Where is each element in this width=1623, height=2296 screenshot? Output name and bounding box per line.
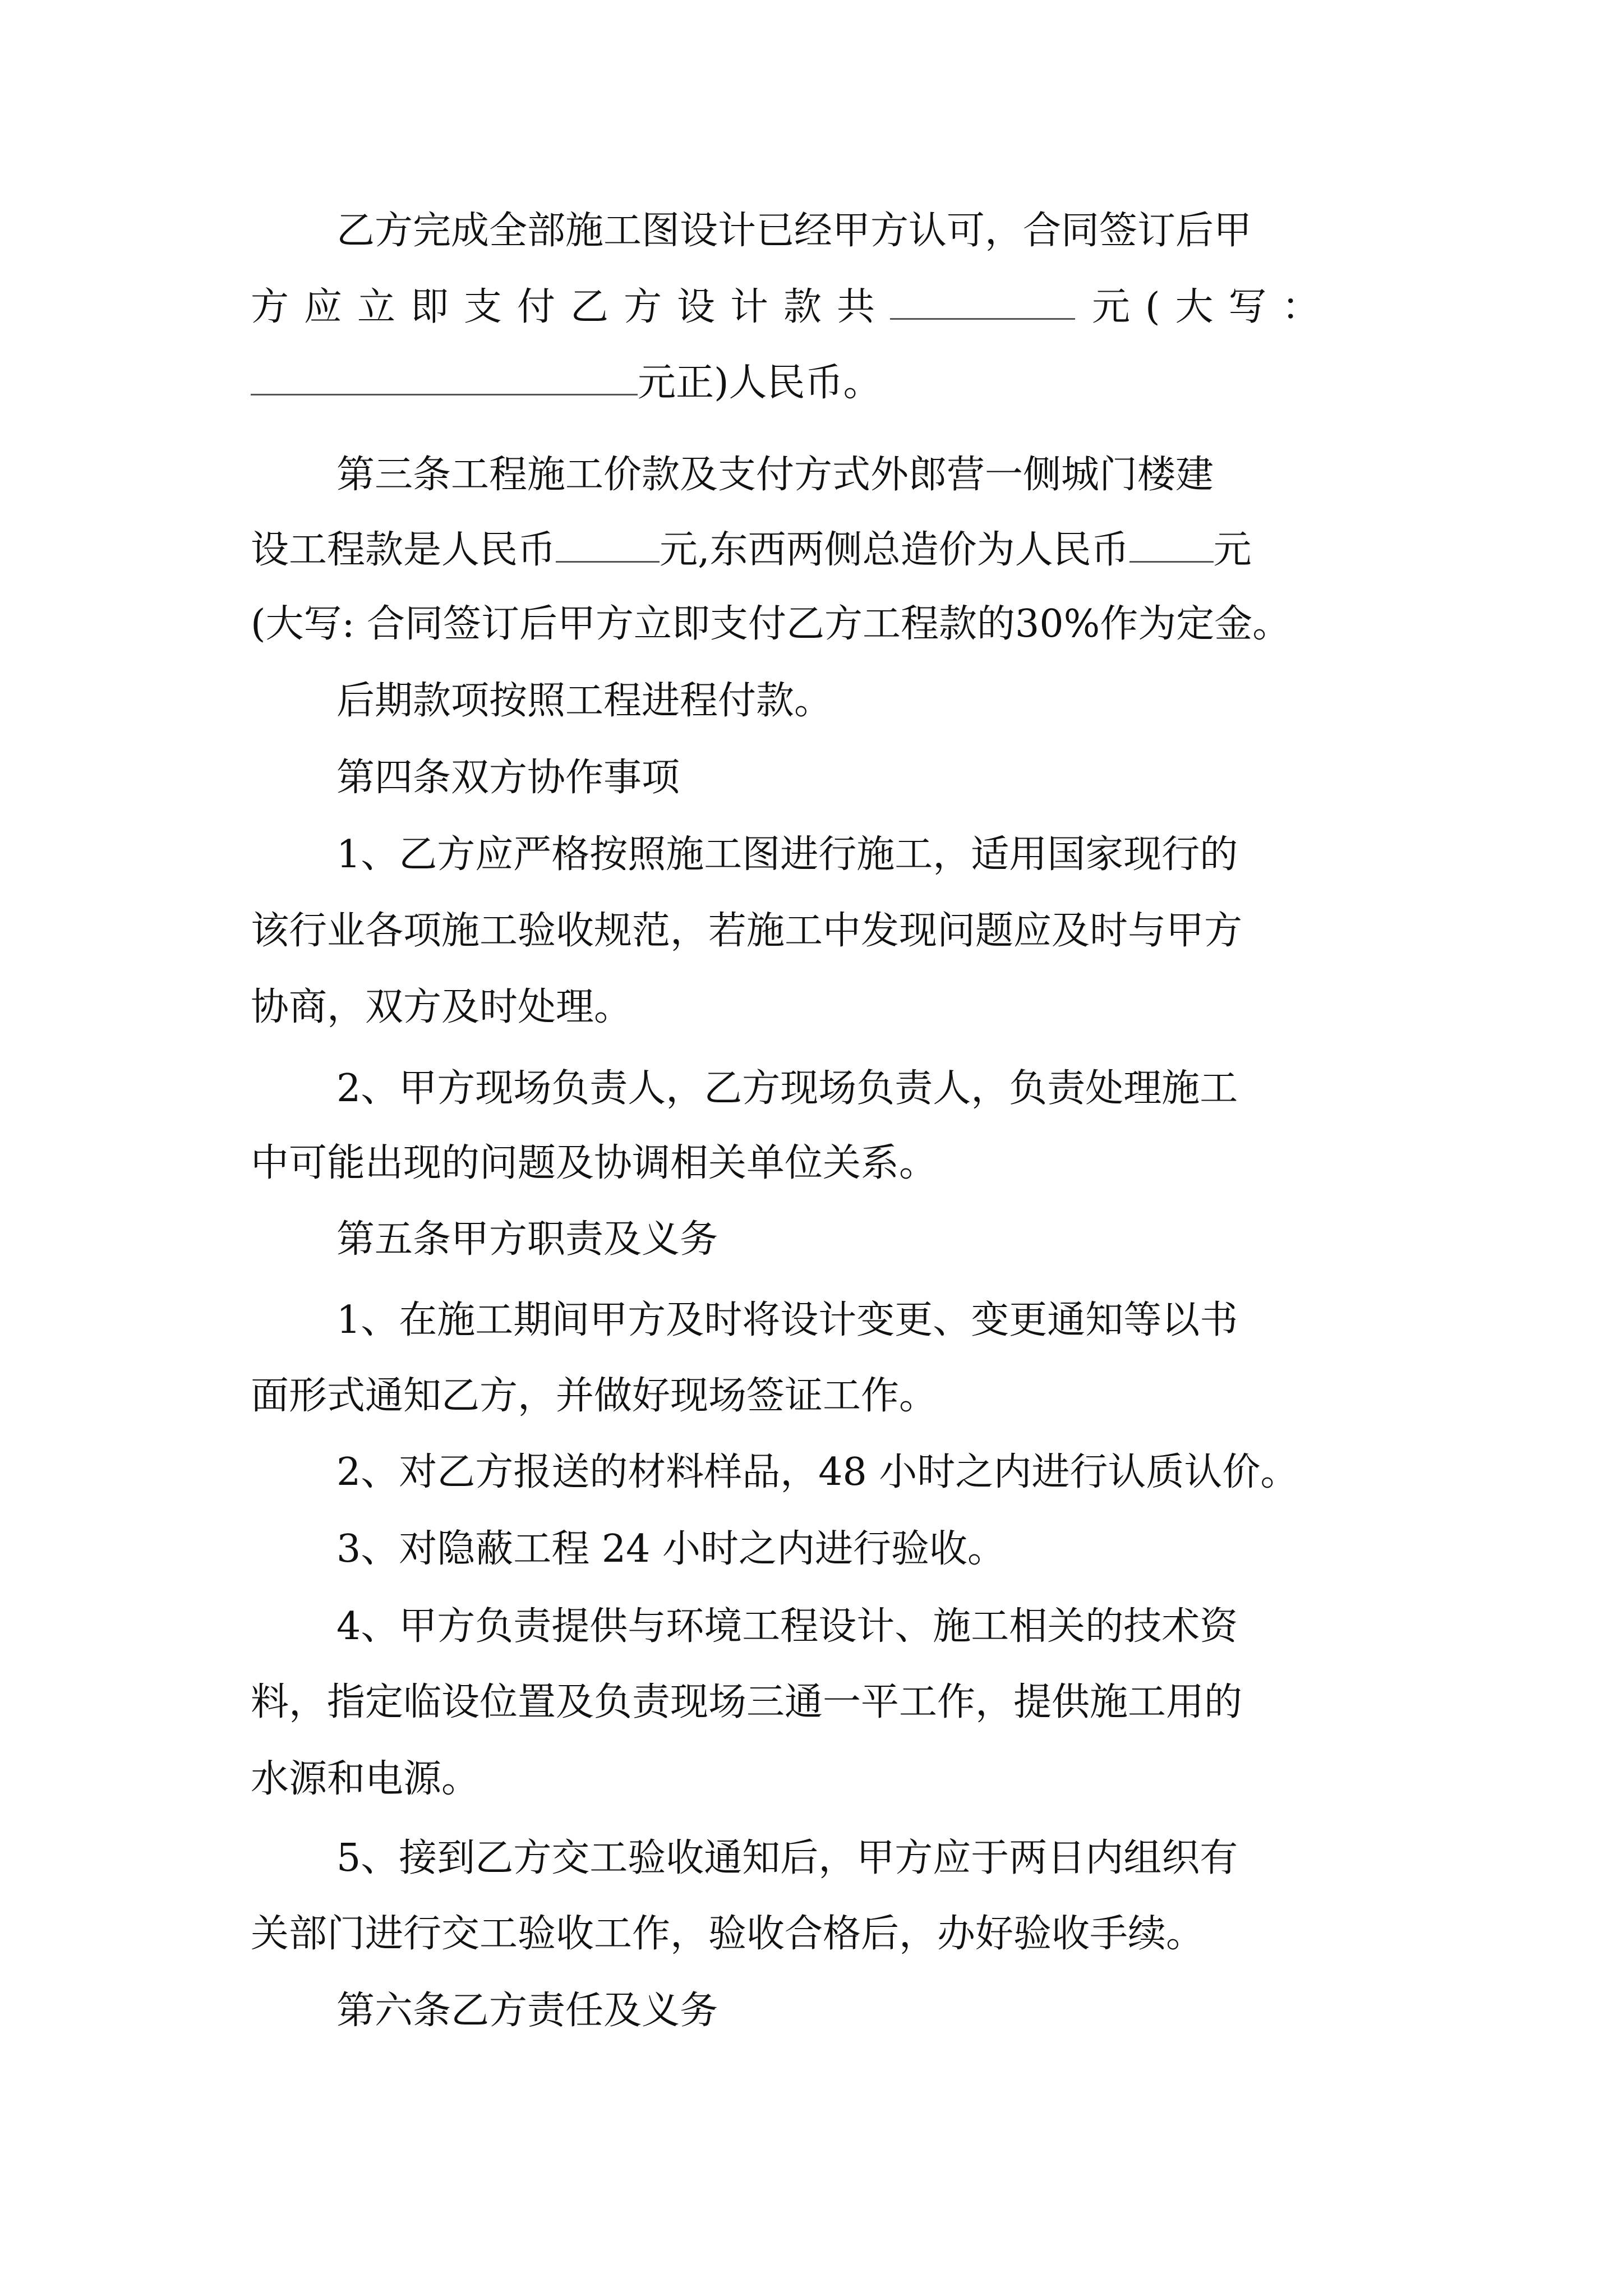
section-heading: 第四条双方协作事项 xyxy=(336,756,680,800)
paragraph-line: 1、乙方应严格按照施工图进行施工，适用国家现行的 xyxy=(336,832,1238,877)
paragraph-line: 乙方完成全部施工图设计已经甲方认可，合同签订后甲 xyxy=(336,209,1252,253)
paragraph-line: 2、对乙方报送的材料样品，48 小时之内进行认质认价。 xyxy=(336,1450,1299,1494)
line-text: 元,东西两侧总造价为人民币 xyxy=(660,528,1129,572)
paragraph-line: 协商，双方及时处理。 xyxy=(251,985,633,1029)
paragraph-line: 1、在施工期间甲方及时将设计变更、变更通知等以书 xyxy=(336,1298,1238,1342)
line-text: 元(大写： xyxy=(1092,285,1335,329)
paragraph-line: 第三条工程施工价款及支付方式外郎营一侧城门楼建 xyxy=(336,453,1214,497)
section-heading: 第五条甲方职责及义务 xyxy=(336,1217,718,1262)
paragraph-line xyxy=(251,279,1335,335)
fill-in-blank xyxy=(251,355,638,395)
paragraph-line: (大写: 合同签订后甲方立即支付乙方工程款的30%作为定金。 xyxy=(251,602,1291,646)
paragraph-line: 3、对隐蔽工程 24 小时之内进行验收。 xyxy=(336,1527,1006,1571)
fill-in-blank xyxy=(890,279,1075,320)
paragraph-line: 4、甲方负责提供与环境工程设计、施工相关的技术资 xyxy=(336,1604,1238,1649)
paragraph-line: 5、接到乙方交工验收通知后，甲方应于两日内组织有 xyxy=(336,1836,1238,1880)
line-text: 方应立即支付乙方设计款共 xyxy=(251,285,891,329)
paragraph-line: 水源和电源。 xyxy=(251,1757,480,1801)
paragraph-line: 中可能出现的问题及协调相关单位关系。 xyxy=(251,1141,938,1185)
paragraph-line: 后期款项按照工程进程付款。 xyxy=(336,679,833,723)
paragraph-line: 料，指定临设位置及负责现场三通一平工作，提供施工用的 xyxy=(251,1680,1243,1724)
paragraph-line: 面形式通知乙方，并做好现场签证工作。 xyxy=(251,1374,938,1418)
paragraph-line: 该行业各项施工验收规范，若施工中发现问题应及时与甲方 xyxy=(251,909,1243,953)
paragraph-line: 关部门进行交工验收工作，验收合格后，办好验收手续。 xyxy=(251,1912,1205,1956)
line-text: 设工程款是人民币 xyxy=(251,528,556,572)
section-heading: 第六条乙方责任及义务 xyxy=(336,1989,718,2033)
paragraph-line xyxy=(251,355,882,411)
line-text: 元正)人民币。 xyxy=(638,361,882,405)
paragraph-line: 2、甲方现场负责人，乙方现场负责人，负责处理施工 xyxy=(336,1066,1238,1111)
paragraph-line xyxy=(251,522,1252,578)
fill-in-blank xyxy=(1129,522,1214,563)
line-text: 元 xyxy=(1213,528,1252,572)
fill-in-blank xyxy=(556,522,660,563)
